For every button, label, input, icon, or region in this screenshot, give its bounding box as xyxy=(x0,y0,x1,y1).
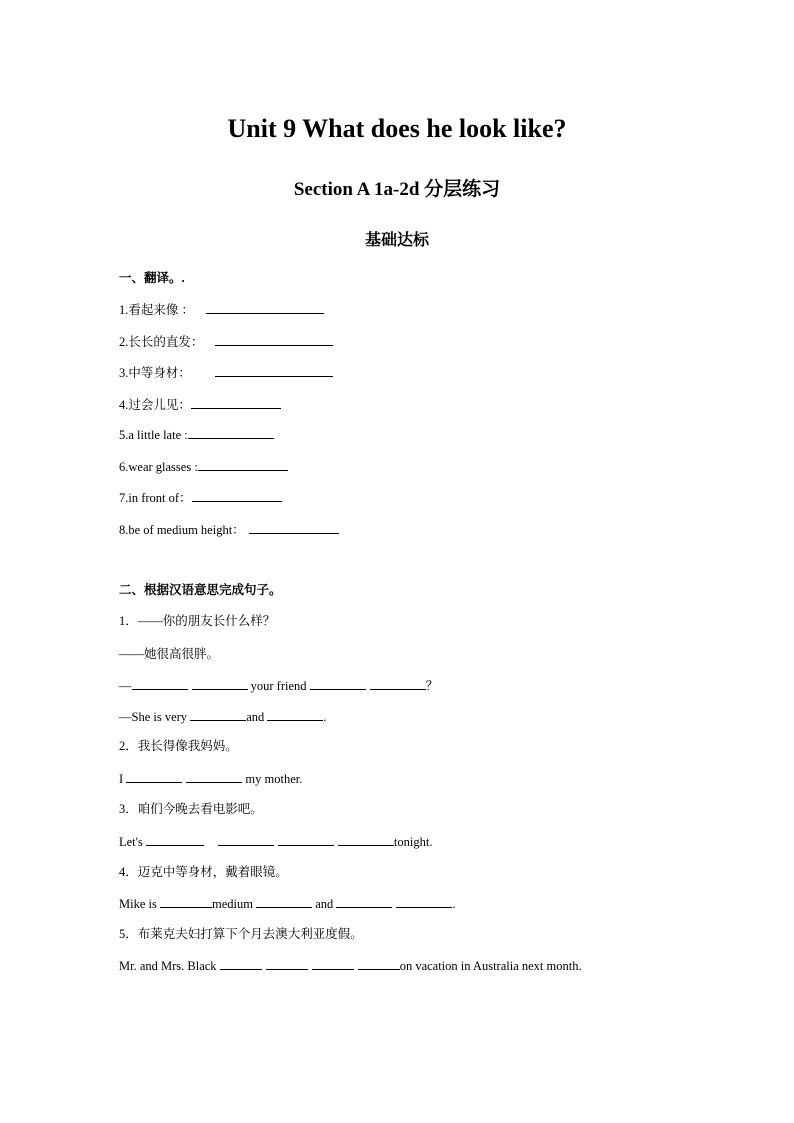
answer-blank[interactable] xyxy=(160,894,212,908)
translation-item xyxy=(119,457,288,476)
answer-blank[interactable] xyxy=(146,832,204,846)
answer-blank[interactable] xyxy=(218,832,274,846)
answer-blank[interactable] xyxy=(188,425,274,439)
translation-item xyxy=(119,488,282,507)
sentence-text: . xyxy=(323,710,327,724)
sentence-text: medium xyxy=(211,897,253,911)
answer-blank[interactable] xyxy=(256,894,312,908)
dash-text: — xyxy=(119,679,132,693)
answer-blank[interactable] xyxy=(278,832,334,846)
question-cn: 3．咱们今晚去看电影吧。 xyxy=(119,802,263,816)
item-prompt: 3.中等身材： xyxy=(119,366,191,380)
sentence-text: Let's xyxy=(119,835,143,849)
level-heading: 基础达标 xyxy=(364,232,429,249)
question-cn: 1．——你的朋友长什么样？ xyxy=(119,614,276,628)
part2-heading: 二、根据汉语意思完成句子。 xyxy=(119,583,282,597)
item-prompt: 4.过会儿见： xyxy=(119,398,191,412)
answer-blank[interactable] xyxy=(267,707,323,721)
sentence-text: ？ xyxy=(425,679,439,693)
item-prompt: 8.be of medium height： xyxy=(119,523,245,537)
page-title: Unit 9 What does he look like? xyxy=(227,114,567,143)
item-prompt: 2.长长的直发： xyxy=(119,335,204,349)
sentence-line xyxy=(119,769,302,788)
answer-blank[interactable] xyxy=(338,832,394,846)
question-cn: ——她很高很胖。 xyxy=(119,647,220,661)
sentence-text: and xyxy=(315,897,334,911)
translation-item xyxy=(119,363,333,382)
sentence-text: tonight. xyxy=(393,835,433,849)
sentence-text: I xyxy=(119,772,124,786)
translation-item xyxy=(119,300,324,319)
sentence-line xyxy=(119,707,327,726)
item-prompt: 6.wear glasses : xyxy=(119,460,198,474)
answer-blank[interactable] xyxy=(396,894,452,908)
question-cn: 5．布莱克夫妇打算下个月去澳大利亚度假。 xyxy=(119,927,363,941)
sentence-text: on vacation in Australia next month. xyxy=(399,959,582,973)
translation-item xyxy=(119,425,274,444)
answer-blank[interactable] xyxy=(310,676,366,690)
answer-blank[interactable] xyxy=(126,769,182,783)
answer-blank[interactable] xyxy=(191,395,281,409)
answer-blank[interactable] xyxy=(186,769,242,783)
answer-blank[interactable] xyxy=(215,332,333,346)
part1-heading: 一、翻译。. xyxy=(119,271,185,285)
translation-item xyxy=(119,332,333,351)
sentence-text: and xyxy=(246,710,265,724)
sentence-text: Mr. and Mrs. Black xyxy=(119,959,217,973)
answer-blank[interactable] xyxy=(215,363,333,377)
item-prompt: 5.a little late : xyxy=(119,428,188,442)
question-cn: 2．我长得像我妈妈。 xyxy=(119,739,238,753)
sentence-text: —She is very xyxy=(119,710,188,724)
item-prompt: 7.in front of： xyxy=(119,491,192,505)
sentence-text: . xyxy=(452,897,456,911)
answer-blank[interactable] xyxy=(198,457,288,471)
answer-blank[interactable] xyxy=(266,956,308,970)
item-prompt: 1.看起来像 ： xyxy=(119,303,195,317)
section-subtitle: Section A 1a-2d 分层练习 xyxy=(293,179,501,200)
translation-item xyxy=(119,520,339,539)
answer-blank[interactable] xyxy=(206,300,324,314)
answer-blank[interactable] xyxy=(358,956,400,970)
answer-blank[interactable] xyxy=(312,956,354,970)
answer-blank[interactable] xyxy=(220,956,262,970)
answer-blank[interactable] xyxy=(370,676,426,690)
answer-blank[interactable] xyxy=(192,488,282,502)
sentence-text: Mike is xyxy=(119,897,157,911)
sentence-line xyxy=(119,894,456,913)
translation-item xyxy=(119,395,281,414)
sentence-text: your friend xyxy=(250,679,307,693)
sentence-line xyxy=(119,832,432,851)
answer-blank[interactable] xyxy=(190,707,246,721)
answer-blank[interactable] xyxy=(336,894,392,908)
answer-blank[interactable] xyxy=(192,676,248,690)
sentence-line xyxy=(119,676,438,695)
sentence-text: my mother. xyxy=(245,772,303,786)
answer-blank[interactable] xyxy=(249,520,339,534)
sentence-line xyxy=(119,956,582,975)
question-cn: 4．迈克中等身材，戴着眼镜。 xyxy=(119,865,288,879)
answer-blank[interactable] xyxy=(132,676,188,690)
